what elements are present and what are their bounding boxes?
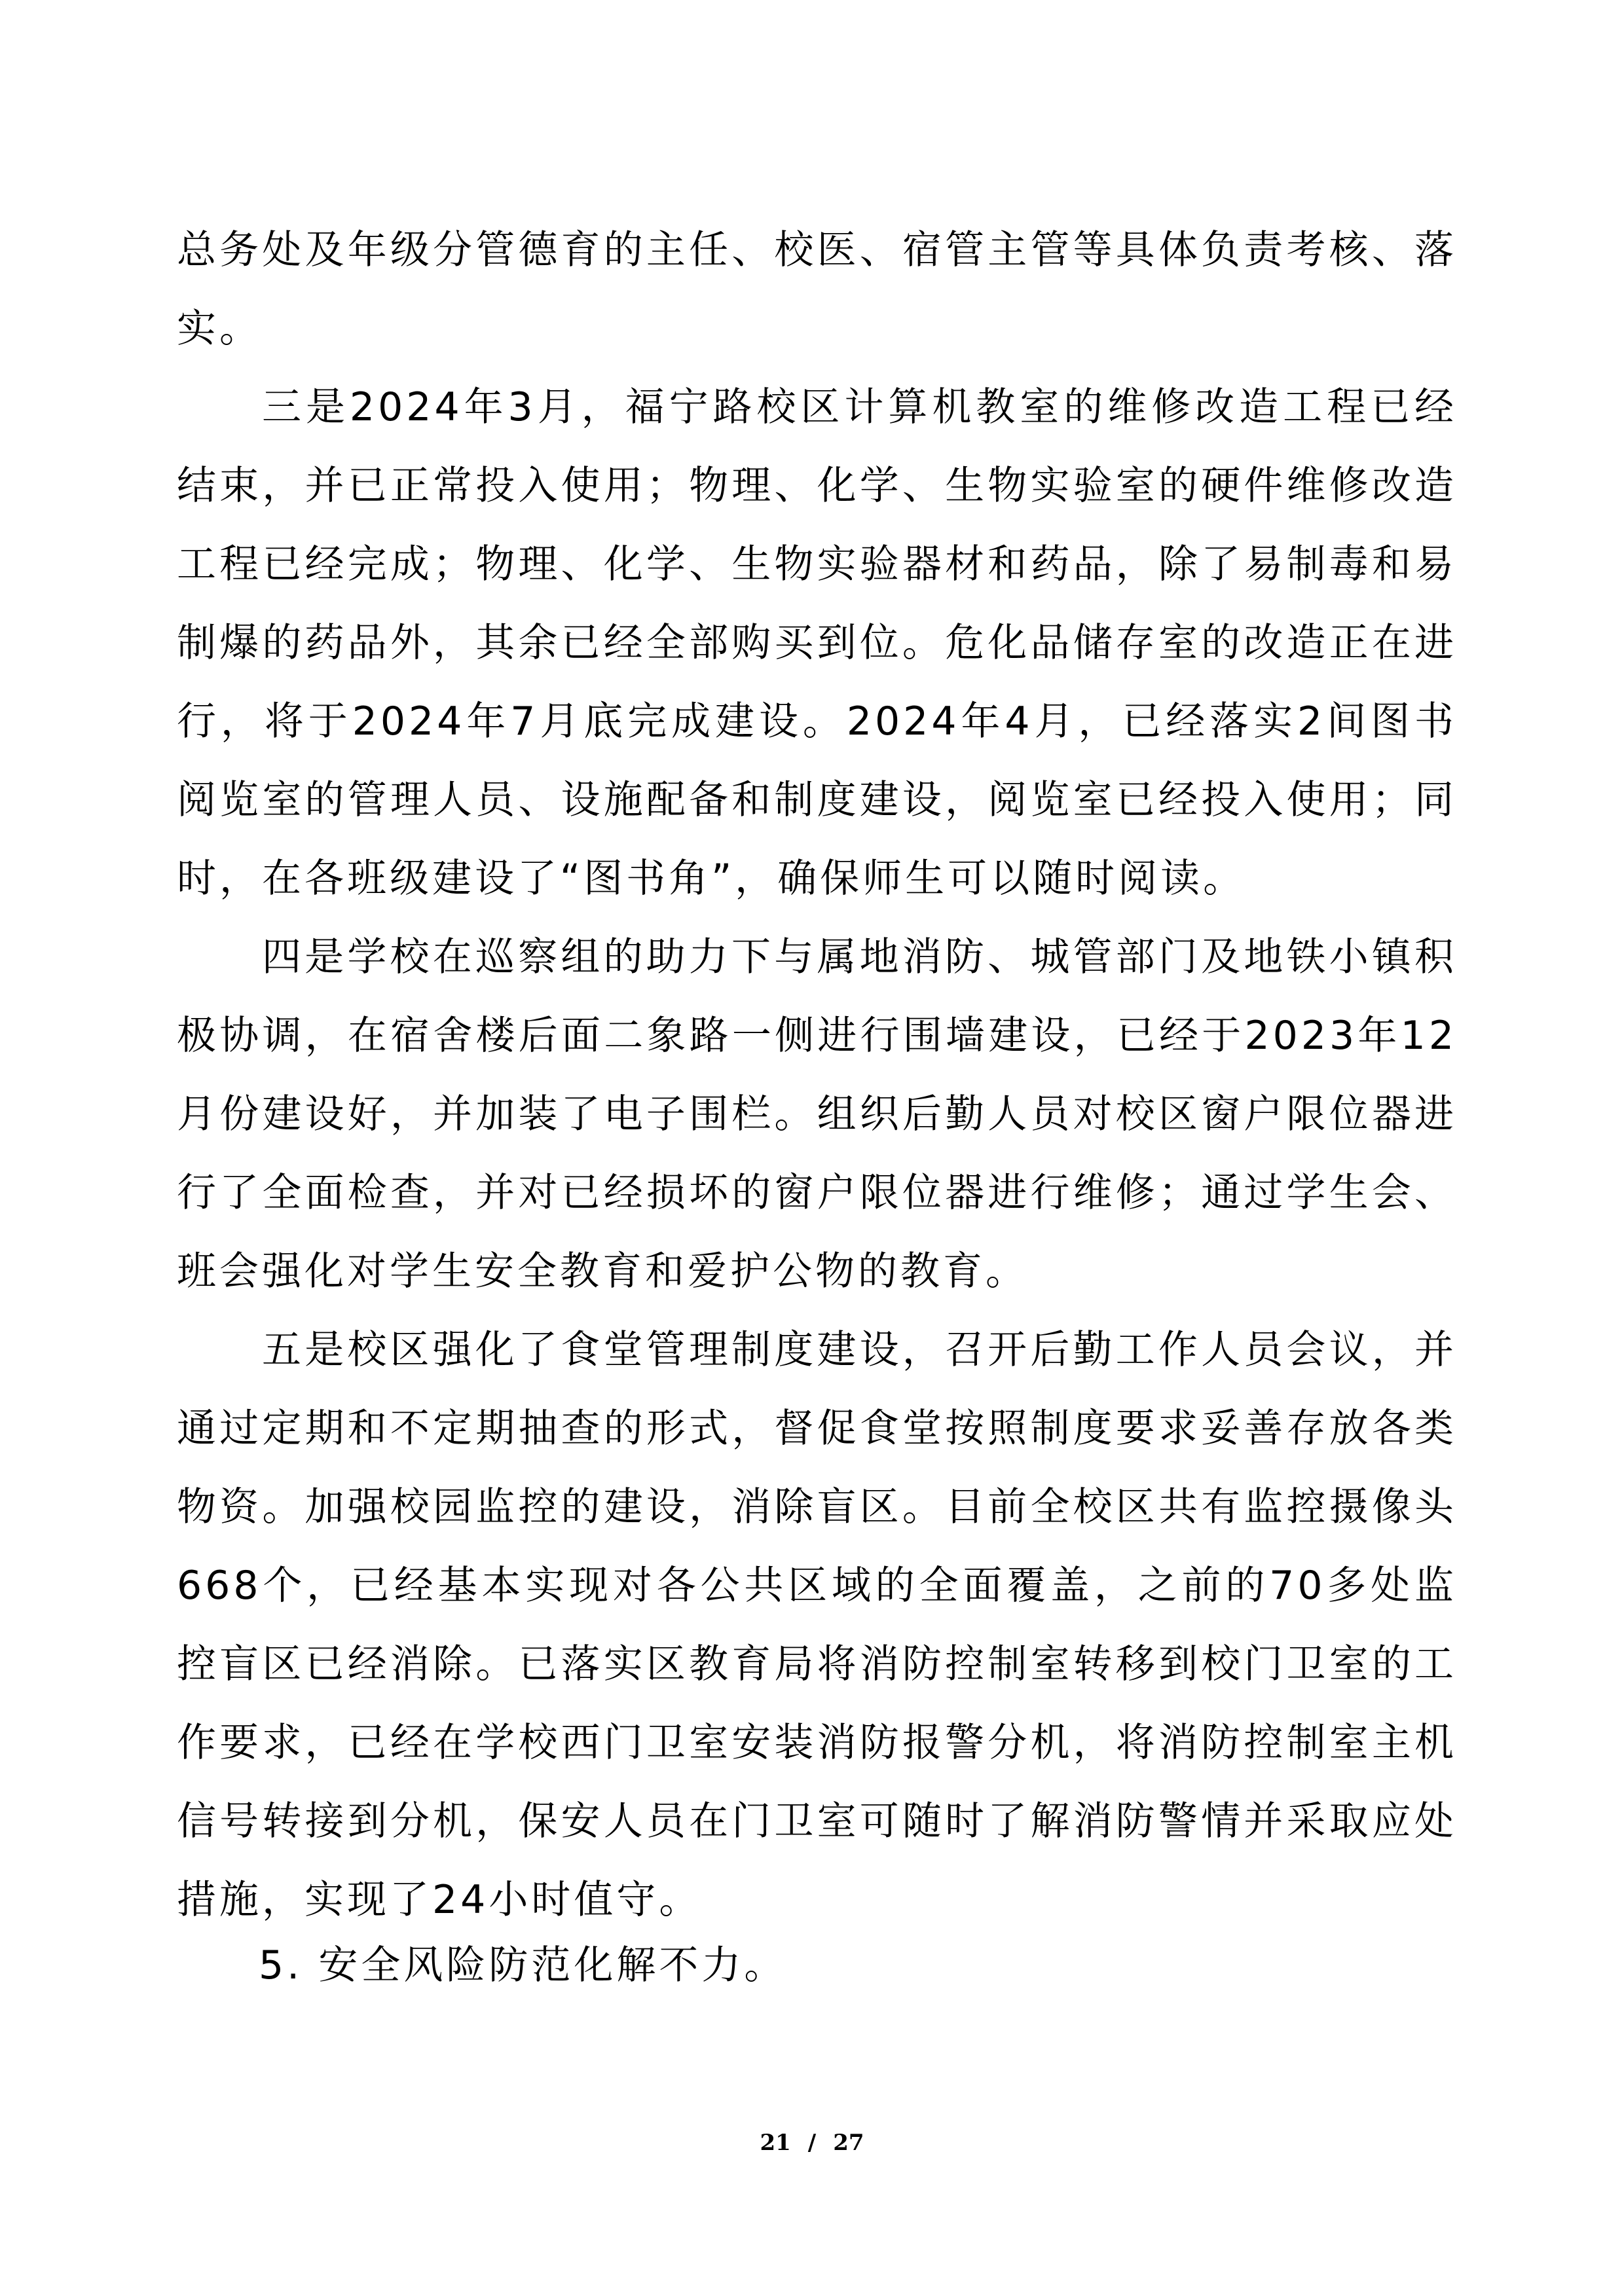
body-text xyxy=(177,211,1457,1939)
page-number xyxy=(0,2126,1624,2159)
section-heading: 5. 安全风险防范化解不力。 xyxy=(259,1942,787,1988)
page-number-separator: / xyxy=(807,2130,817,2156)
total-pages-number: 27 xyxy=(833,2130,864,2156)
paragraph-3: 四是学校在巡察组的助力下与属地消防、城管部门及地铁小镇积极协调，在宿舍楼后面二象路一侧进行围墙建设，已经于2023年12月份建设好，并加装了电子围栏。组织后勤人员对校区窗户限位器进行了全面检查，并对已经损坏的窗户限位器进行维修；通过学生会、班会强化对学生安全教育和爱护公物的教育。 xyxy=(177,934,1457,1294)
current-page-number: 21 xyxy=(760,2130,791,2156)
paragraph-4: 五是校区强化了食堂管理制度建设，召开后勤工作人员会议，并通过定期和不定期抽查的形式，督促食堂按照制度要求妥善存放各类物资。加强校园监控的建设，消除盲区。目前全校区共有监控摄像头668个，已经基本实现对各公共区域的全面覆盖，之前的70多处监控盲区已经消除。已落实区教育局将消防控制室转移到校门卫室的工作要求，已经在学校西门卫室安装消防报警分机，将消防控制室主机信号转接到分机，保安人员在门卫室可随时了解消防警情并采取应处措施，实现了24小时值守。 xyxy=(177,1327,1457,1923)
paragraph-1: 总务处及年级分管德育的主任、校医、宿管主管等具体负责考核、落实。 xyxy=(177,227,1457,352)
paragraph-2: 三是2024年3月，福宁路校区计算机教室的维修改造工程已经结束，并已正常投入使用；物理、化学、生物实验室的硬件维修改造工程已经完成；物理、化学、生物实验器材和药品，除了易制毒和易制爆的药品外，其余已经全部购买到位。危化品储存室的改造正在进行，将于2024年7月底完成建设。2024年4月，已经落实2间图书阅览室的管理人员、设施配备和制度建设，阅览室已经投入使用；同时，在各班级建设了“图书角”，确保师生可以随时阅读。 xyxy=(177,384,1457,902)
